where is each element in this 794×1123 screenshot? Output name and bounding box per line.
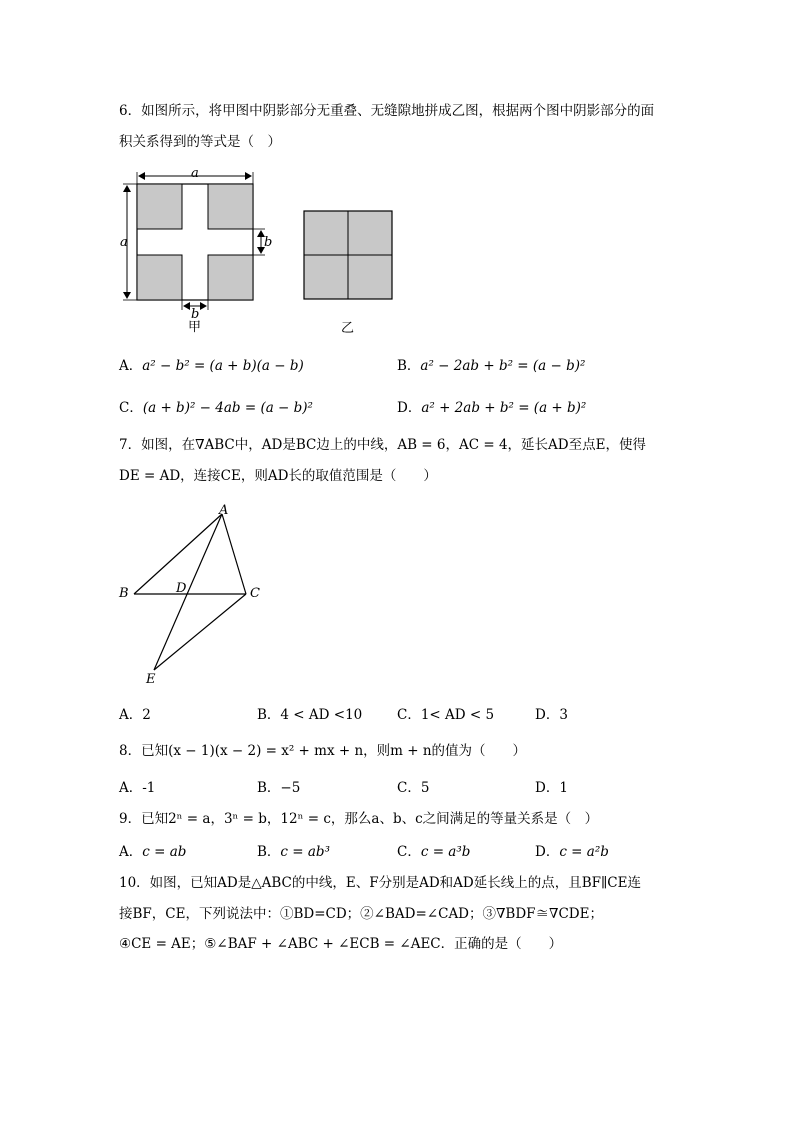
q8-stem: 8．已知(x − 1)(x − 2) = x² + mx + n，则m + n的值为（ ）: [119, 743, 527, 759]
q9-option-a[interactable]: A．c = ab: [119, 844, 187, 860]
q6-figure: [115, 164, 415, 344]
jia-shaded-br: [208, 255, 253, 300]
segment-ce: [154, 594, 246, 670]
yi-shaded-bl: [304, 255, 348, 299]
point-e-label: E: [146, 672, 156, 687]
q9-stem: 9．已知2ⁿ = a，3ⁿ = b，12ⁿ = c，那么a、b、c之间满足的等量关系是（ ）: [119, 811, 599, 827]
jia-shaded-tr: [208, 184, 253, 229]
q6-option-c[interactable]: C．(a + b)² − 4ab = (a − b)²: [119, 400, 313, 416]
q6-option-a[interactable]: A．a² − b² = (a + b)(a − b): [119, 358, 304, 374]
jia-shaded-tl: [137, 184, 182, 229]
q9-option-b[interactable]: B．c = ab³: [257, 844, 330, 860]
q7-option-a[interactable]: A．2: [119, 707, 151, 723]
label-yi: 乙: [341, 321, 355, 336]
label-b-right: b: [264, 235, 273, 250]
q8-option-c[interactable]: C．5: [397, 780, 430, 796]
label-jia: 甲: [188, 320, 202, 335]
q7-stem-line2: DE = AD，连接CE，则AD长的取值范围是（ ）: [119, 468, 437, 484]
q6-option-d[interactable]: D．a² + 2ab + b² = (a + b)²: [397, 400, 587, 416]
q7-option-b[interactable]: B．4 < AD <10: [257, 707, 363, 723]
q7-figure: [112, 498, 282, 693]
q9-option-d[interactable]: D．c = a²b: [535, 844, 609, 860]
q6-stem-line2: 积关系得到的等式是（ ）: [119, 134, 281, 150]
yi-shaded-br: [348, 255, 392, 299]
q6-stem-line1: 6．如图所示，将甲图中阴影部分无重叠、无缝隙地拼成乙图，根据两个图中阴影部分的面: [119, 103, 655, 119]
q7-option-d[interactable]: D．3: [535, 707, 568, 723]
jia-shaded-bl: [137, 255, 182, 300]
point-c-label: C: [250, 586, 260, 601]
yi-shaded-tr: [348, 211, 392, 255]
q10-stem-line2: 接BF，CE，下列说法中：①BD=CD；②∠BAD=∠CAD；③∇BDF≅∇CDE；: [119, 906, 603, 922]
q9-option-c[interactable]: C．c = a³b: [397, 844, 471, 860]
q7-stem-line1: 7．如图，在∇ABC中，AD是BC边上的中线，AB = 6，AC = 4，延长AD至点E，使得: [119, 437, 646, 453]
q10-stem-line3: ④CE = AE；⑤∠BAF + ∠ABC + ∠ECB = ∠AEC．正确的是（ ）: [119, 936, 563, 952]
q8-option-b[interactable]: B．−5: [257, 780, 301, 796]
yi-shaded-tl: [304, 211, 348, 255]
point-a-label: A: [219, 503, 229, 518]
q6-option-b[interactable]: B．a² − 2ab + b² = (a − b)²: [397, 358, 586, 374]
label-b-bottom: b: [191, 307, 200, 322]
q7-option-c[interactable]: C．1< AD < 5: [397, 707, 495, 723]
q8-option-a[interactable]: A．-1: [119, 780, 156, 796]
q10-stem-line1: 10．如图，已知AD是△ABC的中线，E、F分别是AD和AD延长线上的点，且BF∥CE连: [119, 875, 641, 891]
q8-option-d[interactable]: D．1: [535, 780, 568, 796]
label-a-left: a: [120, 235, 128, 250]
label-a-top: a: [191, 166, 199, 181]
segment-ae: [154, 514, 222, 670]
segment-ac: [222, 514, 246, 594]
point-d-label: D: [176, 581, 187, 596]
point-b-label: B: [119, 586, 129, 601]
